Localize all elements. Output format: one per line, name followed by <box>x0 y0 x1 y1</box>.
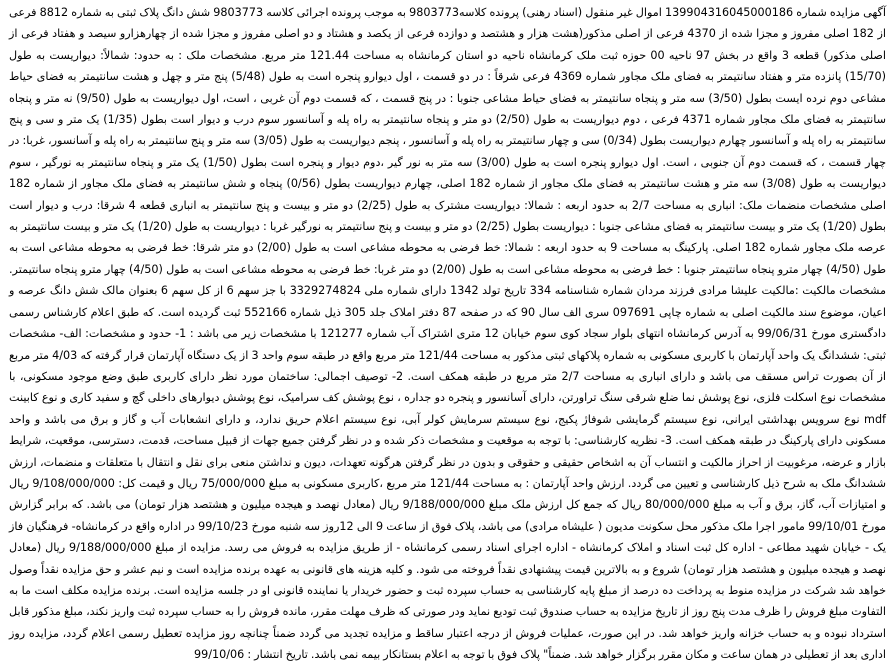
auction-notice <box>9 2 886 666</box>
notice-text: آگهی مزایده شماره 139904316045000186 اموال غیر منقول (اسناد رهنی) پرونده کلاسه9803773 به موجب پرونده اجرائی کلاسه 9803773 شش دانگ پلاک ثبتی به شماره 8812 فرعی از 182 اصلی مفروز و مجزا شده از 4370 فرعی از اصلی مذکور(هشت هزار و هشتصد و دوازده فرعی از یکصد و هشتاد و دو اصلی مفروز و مجزا شده از چهارهزارو سیصد و هفتاد فرعی از اصلی مذکور) قطعه 3 واقع در بخش 97 ناحیه 00 حوزه ثبت ملک کرمانشاه ناحیه دو استان کرمانشاه به مساحت 121.44 متر مربع. مشخصات ملک : به حدود: شمالاً: دیواریست به طول (15/70) پانزده متر و هفتاد سانتیمتر به فضای ملک مجاور شماره 4369 فرعی شرقاً : در دو قسمت ، اول دیوارو پنجره است به طول (5/48) پنج متر و چهل و هشت سانتیمتر به فضای حیاط مشاعی دوم نرده ایست بطول (3/50) سه متر و پنجاه سانتیمتر به فضای حیاط مشاعی جنوبا : در پنج قسمت ، که قسمت دوم آن غربی ، است، اول دیواریست به طول (9/50) نه متر و پنجاه سانتیمتر به فضای ملک مجاور شماره 4371 فرعی ، دوم دیواریست به طول (2/50) دو متر و پنجاه سانتیمتر به راه پله و آسانسور سوم درب و دیوار است بطول (1/35) یک متر و سی و پنج سانتیمتر به راه پله و آسانسور چهارم دیواریست بطول (0/34) سی و چهار سانتیمتر به راه پله و آسانسور ، پنجم دیواریست به طول (3/05) سه متر و پنج سانتیمتر به راه پله و آسانسور، غربا: در چهار قسمت ، که قسمت دوم آن جنوبی ، است. اول دیوارو پنجره است به طول (3/00) سه متر به نور گیر ،دوم دیوار و پنجره است بطول (1/50) یک متر و پنجاه سانتیمتر به نورگیر ، سوم دیواریست به طول (3/08) سه متر و هشت سانتیمتر به فضای ملک مجاور از شماره 182 اصلی، چهارم دیواریست بطول (0/56) پنجاه و شش سانتیمتر به فضای ملک مجاور از شماره 182 اصلی مشخصات منضمات ملک: انباری به مساحت 2/7 به حدود اربعه : شمالا: دیواریست مشترک به طول (2/25) دو متر و بیست و پنج سانتیمتر به انباری قطعه 4 شرقا: درب و دیوار است بطول (1/20) یک متر و بیست سانتیمتر به فضای مشاعی جنوبا : دیواریست بطول (2/25) دو متر و بیست و پنج سانتیمتر به نورگیر غربا : دیواریست به طول (1/20) یک متر و بیست سانتیمتر به عرصه ملک مجاور شماره 182 اصلی. پارکینگ به مساحت 9 به حدود اربعه : شمالا: خط فرضی به محوطه مشاعی است به طول (2/00) دو متر شرقا: خط فرضی به محوطه مشاعی است به طول (4/50) چهار مترو پنجاه سانتیمتر جنوبا : خط فرضی به محوطه مشاعی است به طول (2/00) دو متر غربا: خط فرضی به محوطه مشاعی است به طول (4/50) چهار مترو پنجاه سانتیمتر. مشخصات مالکیت :مالکیت علیشا مرادی فرزند مردان شماره شناسنامه 334 تاریخ تولد 1342 دارای شماره ملی 3329274824 با جز سهم 6 از کل سهم 6 بعنوان مالک شش دانگ عرصه و اعیان، موضوع سند مالکیت اصلی به شماره چاپی 097691 سری الف سال 90 که در صفحه 87 دفتر املاک جلد 305 ذیل شماره 552166 ثبت گردیده است. که طبق اعلام کارشناس رسمی دادگستری مورخ 99/06/31 به آدرس کرمانشاه انتهای بلوار سجاد کوی سوم خیابان 12 متری اشتراک آب شماره 121277 با مشخصات زیر می باشد : 1- حدود و مشخصات: الف- مشخصات ثبتی: ششدانگ یک واحد آپارتمان با کاربری مسکونی به شماره پلاکهای ثبتی مذکور به مساحت 121/44 متر مربع واقع در طبقه سوم واحد 3 از یک دستگاه آپارتمان قرار گرفته که 4/03 متر مربع از آن بصورت تراس مسقف می باشد و دارای انباری به مساحت 2/7 متر مربع در طبقه همکف است. 2- توصیف اجمالی: ساختمان مورد نظر دارای کاربری طبق وضع موجود مسکونی، با مشخصات نوع اسکلت فلزی، نوع پوشش نما ضلع شرقی سنگ تراورتن، دارای آسانسور و پنجره دو جداره ، نوع پوشش کف سرامیک، نوع پوشش دیوارهای داخلی گچ و سفید کاری و نوع کابینت mdf نوع سرویس بهداشتی ایرانی، نوع سیستم گرمایشی شوفاژ پکیج، نوع سیستم سرمایش کولر آبی، نوع سیستم اعلام حریق ندارد، و دارای انشعابات آب و گاز و برق می باشد و واحد مسکونی دارای پارکینگ در طبقه همکف است. 3- نظریه کارشناسی: با توجه به موقعیت و مشخصات ذکر شده و در نظر گرفتن جمیع جهات از قبیل مساحت، قدمت، دسترسی، موقعیت، شرایط بازار و عرضه، مرغوبیت از احراز مالکیت و انتساب آن به اشخاص حقیقی و حقوقی و بدون در نظر گرفتن هرگونه تعهدات، دیون و نداشتن منعی برای نقل و انتقال با متعلقات و منضمات، ارزش ششدانگ ملک به شرح ذیل کارشناسی و تعیین می گردد. ارزش واحد آپارتمان : به مساحت 121/44 متر مربع ،کاربری مسکونی به مبلغ 75/000/000 ریال و قیمت کل: 9/108/000/000 ریال و امتیازات آب، گاز، برق و آب به مبلغ 80/000/000 ریال که جمع کل ارزش ملک مبلغ 9/188/000/000 ریال (معادل نهصد و هیجده میلیون و هشتصد هزار تومان) می باشد. که برابر گزارش مورخ 99/10/01 مامور اجرا ملک مذکور محل سکونت مدیون ( علیشاه مرادی) می باشد، پلاک فوق از ساعت 9 الی 12روز سه شنبه مورخ 99/10/23 در اداره واقع در کرمانشاه- فرهنگیان فاز یک - خیابان شهید مطاعی - اداره کل ثبت اسناد و املاک کرمانشاه - اداره اجرای اسناد رسمی کرمانشاه - از طریق مزایده به فروش می رسد. مزایده از مبلغ 9/188/000/000 ریال (معادل نهصد و هیجده میلیون و هشتصد هزار تومان) شروع و به بالاترین قیمت پیشنهادی نقداً فروخته می شود. و کلیه هزینه های قانونی به عهده برنده مزایده است و نیم عشر و حق مزایده نقداً وصول خواهد شد شرکت در مزایده منوط به پرداخت ده درصد از مبلغ پایه کارشناسی به حساب سپرده ثبت و حضور خریدار یا نماینده قانونی او در جلسه مزایده است. برنده مزایده مکلف است ما به التفاوت مبلغ فروش را ظرف مدت پنج روز از تاریخ مزایده به حساب صندوق ثبت تودیع نماید ودر صورتی که ظرف مهلت مقرر، مانده فروش را به حساب سپرده ثبت واریز نکند، مبلغ مذکور قابل استرداد نبوده و به حساب خزانه واریز خواهد شد. در این صورت، عملیات فروش از درجه اعتبار ساقط و مزایده تجدید می گردد ضمناً چنانچه روز مزایده تعطیل رسمی اعلام گردد، مزایده روز اداری بعد از تعطیلی در همان ساعت و مکان مقرر برگزار خواهد شد. ضمناً" پلاک فوق با توجه به اعلام بستانکار بیمه نمی باشد. تاریخ انتشار : <box>9 6 887 662</box>
publish-date: 99/10/06 <box>194 648 245 662</box>
notice-body <box>9 2 886 666</box>
